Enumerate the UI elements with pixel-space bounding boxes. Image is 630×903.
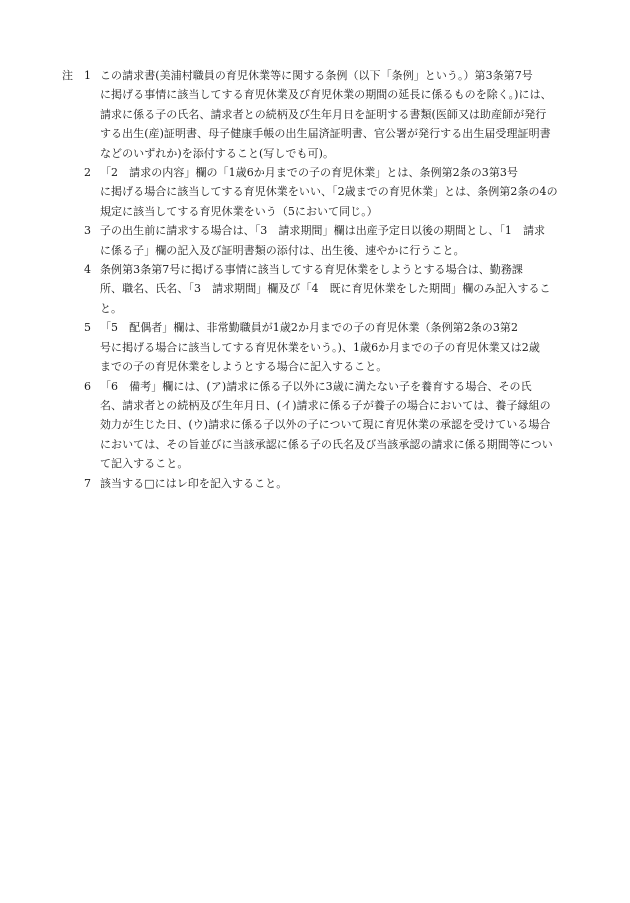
note-number: 3	[84, 224, 92, 238]
note-line: に掲げる事情に該当してする育児休業及び育児休業の期間の延長に係るものを除く。)には、	[100, 88, 552, 102]
note-line: 名、請求者との続柄及び生年月日、(イ)請求に係る子が養子の場合においては、養子縁組の	[100, 398, 551, 412]
note-line: などのいずれか)を添付すること(写しでも可)。	[100, 146, 335, 160]
note-text	[100, 377, 582, 474]
note-line: 「6 備考」欄には、(ア)請求に係る子以外に3歳に満たない子を養育する場合、その氏	[100, 379, 532, 393]
note-text	[100, 318, 582, 376]
note-line: に掲げる場合に該当してする育児休業をいい、「2歳までの育児休業」とは、条例第2条の4の	[100, 185, 558, 199]
note-text	[100, 260, 582, 318]
note-line: 請求に係る子の氏名、請求者との続柄及び生年月日を証明する書類(医師又は助産師が発行	[100, 107, 547, 121]
note-item-4	[62, 260, 582, 318]
note-number: 1	[84, 69, 92, 82]
note-line: 「5 配偶者」欄は、非常勤職員が1歳2か月までの子の育児休業（条例第2条の3第2	[100, 321, 518, 335]
note-number: 5	[84, 321, 92, 335]
note-line: この請求書(美浦村職員の育児休業等に関する条例（以下「条例」という。）第3条第7号	[100, 69, 533, 82]
note-line: 該当する□にはレ印を記入すること。	[100, 476, 288, 490]
note-line: においては、その旨並びに当該承認に係る子の氏名及び当該承認の請求に係る期間等につい	[100, 437, 553, 451]
note-line: 効力が生じた日、(ウ)請求に係る子以外の子について現に育児休業の承認を受けている場合	[100, 418, 551, 432]
note-text	[100, 163, 582, 221]
notes-section	[62, 66, 582, 493]
note-text	[100, 221, 582, 260]
note-line: 規定に該当してする育児休業をいう（5において同じ。）	[100, 204, 378, 218]
note-item-5	[62, 318, 582, 376]
note-line: 号に掲げる場合に該当してする育児休業をいう。)、1歳6か月までの子の育児休業又は2歳	[100, 340, 540, 354]
note-line: する出生(産)証明書、母子健康手帳の出生届済証明書、官公署が発行する出生届受理証明書	[100, 127, 551, 141]
note-number: 4	[84, 263, 92, 277]
note-text	[100, 474, 582, 493]
note-line: 「2 請求の内容」欄の「1歳6か月までの子の育児休業」とは、条例第2条の3第3号	[100, 166, 518, 180]
note-item-7	[62, 474, 582, 493]
note-line: までの子の育児休業をしようとする場合に記入すること。	[100, 360, 388, 374]
note-item-1	[62, 66, 582, 163]
note-number: 7	[84, 476, 92, 490]
note-line: に係る子」欄の記入及び証明書類の添付は、出生後、速やかに行うこと。	[100, 243, 465, 257]
note-line: と。	[100, 301, 123, 315]
notes-prefix: 注	[62, 69, 74, 82]
note-text	[100, 66, 582, 163]
note-line: 条例第3条第7号に掲げる事情に該当してする育児休業をしようとする場合は、勤務課	[100, 263, 523, 277]
note-item-3	[62, 221, 582, 260]
note-line: 子の出生前に請求する場合は、「3 請求期間」欄は出産予定日以後の期間とし、「1 請求	[100, 224, 546, 238]
note-item-2	[62, 163, 582, 221]
note-number: 6	[84, 379, 92, 393]
note-line: て記入すること。	[100, 457, 189, 471]
note-number: 2	[84, 166, 92, 180]
note-item-6	[62, 377, 582, 474]
note-line: 所、職名、氏名、「3 請求期間」欄及び「4 既に育児休業をした期間」欄のみ記入するこ	[100, 282, 551, 296]
